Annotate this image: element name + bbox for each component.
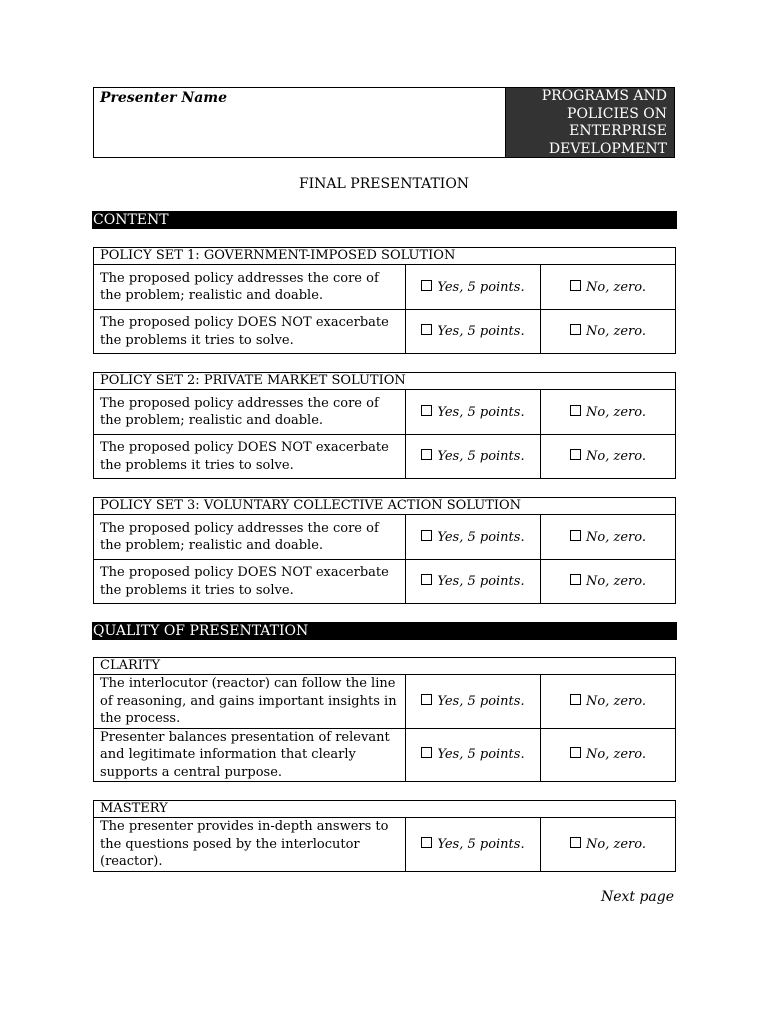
criterion-text: Presenter balances presentation of relevant and legitimate information that clearly supports a central purpose.	[94, 728, 406, 782]
no-option[interactable]	[541, 675, 676, 729]
yes-option-label: Yes, 5 points.	[437, 449, 525, 464]
no-option-label: No, zero.	[586, 279, 646, 295]
checkbox-icon[interactable]	[570, 747, 581, 758]
policy-set-1-table	[93, 247, 676, 354]
criterion-text: The proposed policy addresses the core of the problem; realistic and doable.	[94, 515, 406, 560]
no-option-label: No, zero.	[586, 574, 646, 589]
checkbox-icon[interactable]	[421, 324, 432, 335]
yes-option-label: Yes, 5 points.	[437, 404, 525, 420]
criterion-row	[94, 310, 676, 354]
criterion-row	[94, 265, 676, 310]
yes-option-label: Yes, 5 points.	[437, 324, 525, 339]
program-title-line: PROGRAMS AND	[541, 88, 667, 104]
yes-option[interactable]	[406, 818, 541, 872]
policy-set-title: POLICY SET 2: PRIVATE MARKET SOLUTION	[94, 373, 676, 390]
policy-set-3-table	[93, 497, 676, 604]
no-option[interactable]	[541, 728, 676, 782]
criterion-text: The interlocutor (reactor) can follow the line of reasoning, and gains important insights in the process.	[94, 675, 406, 729]
checkbox-icon[interactable]	[570, 280, 581, 291]
no-option-label: No, zero.	[586, 747, 646, 763]
checkbox-icon[interactable]	[570, 530, 581, 541]
criterion-row	[94, 728, 676, 782]
checkbox-icon[interactable]	[570, 324, 581, 335]
criterion-row	[94, 515, 676, 560]
yes-option-label: Yes, 5 points.	[437, 574, 525, 589]
yes-option[interactable]	[406, 728, 541, 782]
clarity-title: CLARITY	[94, 658, 676, 675]
checkbox-icon[interactable]	[421, 837, 432, 848]
no-option-label: No, zero.	[586, 404, 646, 420]
criterion-text: The proposed policy DOES NOT exacerbate the problems it tries to solve.	[94, 310, 406, 354]
yes-option[interactable]	[406, 515, 541, 560]
checkbox-icon[interactable]	[570, 694, 581, 705]
checkbox-icon[interactable]	[570, 449, 581, 460]
criterion-row	[94, 675, 676, 729]
no-option-label: No, zero.	[586, 693, 646, 709]
yes-option-label: Yes, 5 points.	[437, 747, 525, 763]
yes-option[interactable]	[406, 435, 541, 479]
presenter-name-label: Presenter Name	[100, 90, 227, 106]
no-option-label: No, zero.	[586, 324, 646, 339]
policy-set-2-table	[93, 372, 676, 479]
checkbox-icon[interactable]	[570, 574, 581, 585]
no-option[interactable]	[541, 435, 676, 479]
yes-option-label: Yes, 5 points.	[437, 529, 525, 545]
policy-set-title: POLICY SET 3: VOLUNTARY COLLECTIVE ACTION SOLUTION	[94, 498, 676, 515]
criterion-row	[94, 818, 676, 872]
clarity-table	[93, 657, 676, 782]
program-title-line: DEVELOPMENT	[548, 140, 667, 157]
checkbox-icon[interactable]	[570, 837, 581, 848]
final-presentation-title: FINAL PRESENTATION	[298, 176, 470, 192]
criterion-text: The proposed policy DOES NOT exacerbate the problems it tries to solve.	[94, 560, 406, 604]
no-option[interactable]	[541, 515, 676, 560]
checkbox-icon[interactable]	[570, 405, 581, 416]
quality-section-bar: QUALITY OF PRESENTATION	[92, 622, 677, 640]
criterion-text: The proposed policy addresses the core of the problem; realistic and doable.	[94, 265, 406, 310]
program-title-line: POLICIES ON	[567, 105, 667, 122]
no-option-label: No, zero.	[586, 836, 646, 852]
no-option[interactable]	[541, 560, 676, 604]
criterion-row	[94, 435, 676, 479]
checkbox-icon[interactable]	[421, 530, 432, 541]
policy-set-title: POLICY SET 1: GOVERNMENT-IMPOSED SOLUTION	[94, 248, 676, 265]
yes-option[interactable]	[406, 560, 541, 604]
mastery-title: MASTERY	[94, 801, 676, 818]
no-option-label: No, zero.	[586, 529, 646, 545]
yes-option[interactable]	[406, 675, 541, 729]
yes-option[interactable]	[406, 390, 541, 435]
no-option-label: No, zero.	[586, 449, 646, 464]
yes-option-label: Yes, 5 points.	[437, 836, 525, 852]
checkbox-icon[interactable]	[421, 280, 432, 291]
no-option[interactable]	[541, 265, 676, 310]
yes-option[interactable]	[406, 265, 541, 310]
header-box	[93, 87, 675, 158]
no-option[interactable]	[541, 390, 676, 435]
program-title-line: ENTERPRISE	[569, 123, 667, 139]
content-section-bar: CONTENT	[92, 211, 677, 229]
checkbox-icon[interactable]	[421, 449, 432, 460]
criterion-text: The proposed policy DOES NOT exacerbate the problems it tries to solve.	[94, 435, 406, 479]
criterion-row	[94, 390, 676, 435]
yes-option-label: Yes, 5 points.	[437, 693, 525, 709]
next-page-label: Next page	[600, 889, 674, 905]
criterion-text: The presenter provides in-depth answers to the questions posed by the interlocutor (reactor).	[94, 818, 406, 872]
checkbox-icon[interactable]	[421, 747, 432, 758]
no-option[interactable]	[541, 818, 676, 872]
checkbox-icon[interactable]	[421, 694, 432, 705]
yes-option[interactable]	[406, 310, 541, 354]
checkbox-icon[interactable]	[421, 405, 432, 416]
no-option[interactable]	[541, 310, 676, 354]
yes-option-label: Yes, 5 points.	[437, 279, 525, 295]
program-title	[505, 88, 674, 157]
mastery-table	[93, 800, 676, 872]
criterion-text: The proposed policy addresses the core of the problem; realistic and doable.	[94, 390, 406, 435]
checkbox-icon[interactable]	[421, 574, 432, 585]
criterion-row	[94, 560, 676, 604]
